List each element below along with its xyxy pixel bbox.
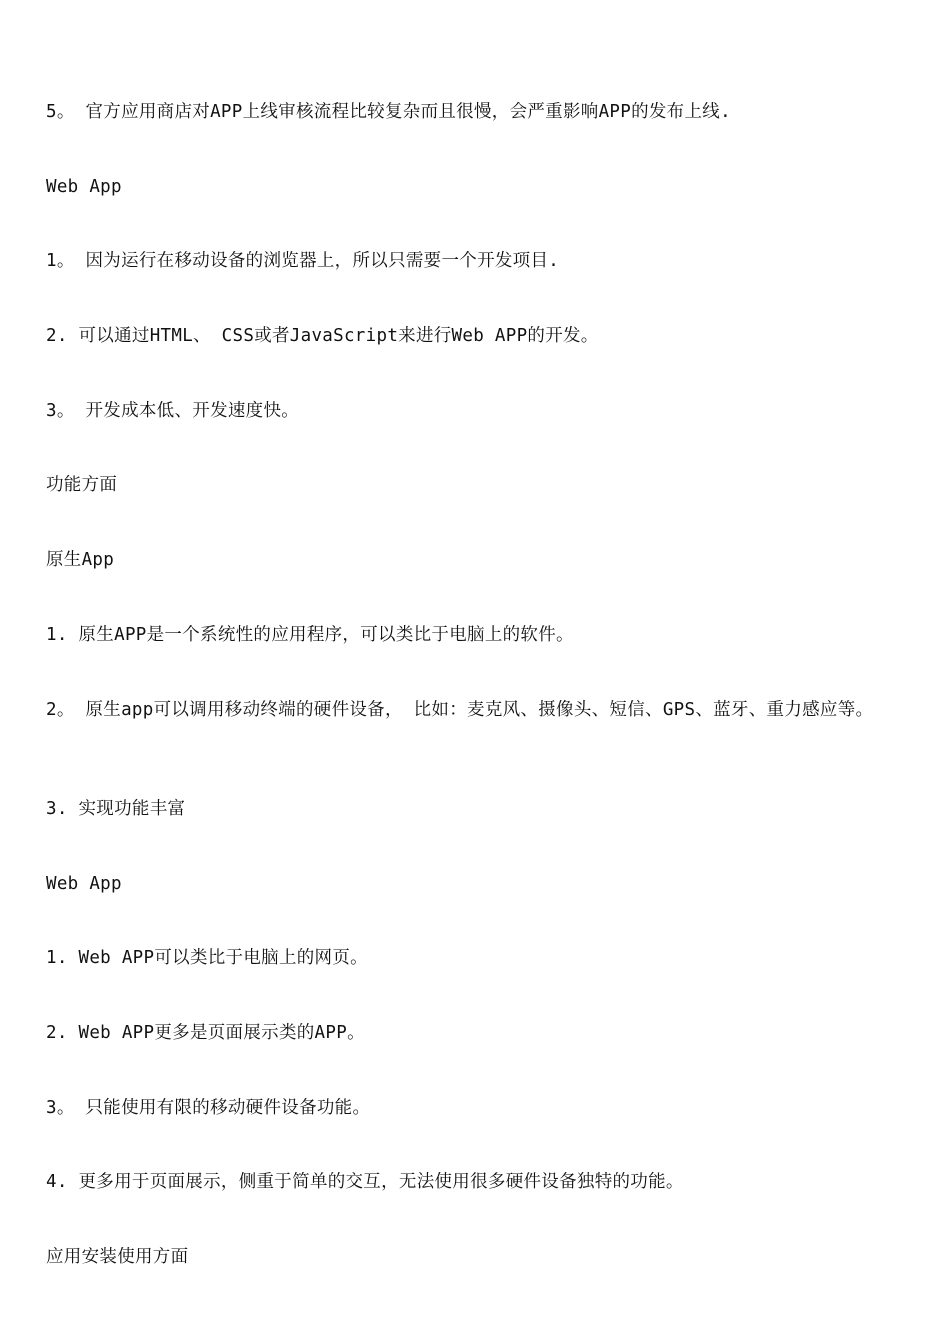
section-heading-features: 功能方面 xyxy=(46,475,118,495)
paragraph-item-2-html-css-js: 2. 可以通过HTML、 CSS或者JavaScript来进行Web APP的开发。 xyxy=(46,326,599,346)
section-heading-web-app-2: Web App xyxy=(46,874,122,894)
section-heading-native-app: 原生App xyxy=(46,550,115,570)
paragraph-item-3-low-cost: 3。 开发成本低、开发速度快。 xyxy=(46,401,300,421)
paragraph-item-4-simple-interaction: 4. 更多用于页面展示，侧重于简单的交互，无法使用很多硬件设备独特的功能。 xyxy=(46,1172,684,1192)
paragraph-item-1-native-software: 1. 原生APP是一个系统性的应用程序，可以类比于电脑上的软件。 xyxy=(46,625,574,645)
paragraph-item-1-webpage: 1. Web APP可以类比于电脑上的网页。 xyxy=(46,948,368,968)
paragraph-item-3-limited-hardware: 3。 只能使用有限的移动硬件设备功能。 xyxy=(46,1098,371,1118)
paragraph-item-2-display: 2. Web APP更多是页面展示类的APP。 xyxy=(46,1023,365,1043)
section-heading-install-usage: 应用安装使用方面 xyxy=(46,1247,189,1267)
paragraph-item-3-rich-features: 3. 实现功能丰富 xyxy=(46,799,186,819)
paragraph-item-5-store-review: 5。 官方应用商店对APP上线审核流程比较复杂而且很慢，会严重影响APP的发布上线. xyxy=(46,102,731,122)
paragraph-item-1-browser: 1。 因为运行在移动设备的浏览器上，所以只需要一个开发项目. xyxy=(46,251,560,271)
paragraph-item-2-native-hardware: 2。 原生app可以调用移动终端的硬件设备， 比如：麦克风、摄像头、短信、GPS、蓝牙、重力感应等。 xyxy=(46,700,874,720)
section-heading-web-app: Web App xyxy=(46,177,122,197)
